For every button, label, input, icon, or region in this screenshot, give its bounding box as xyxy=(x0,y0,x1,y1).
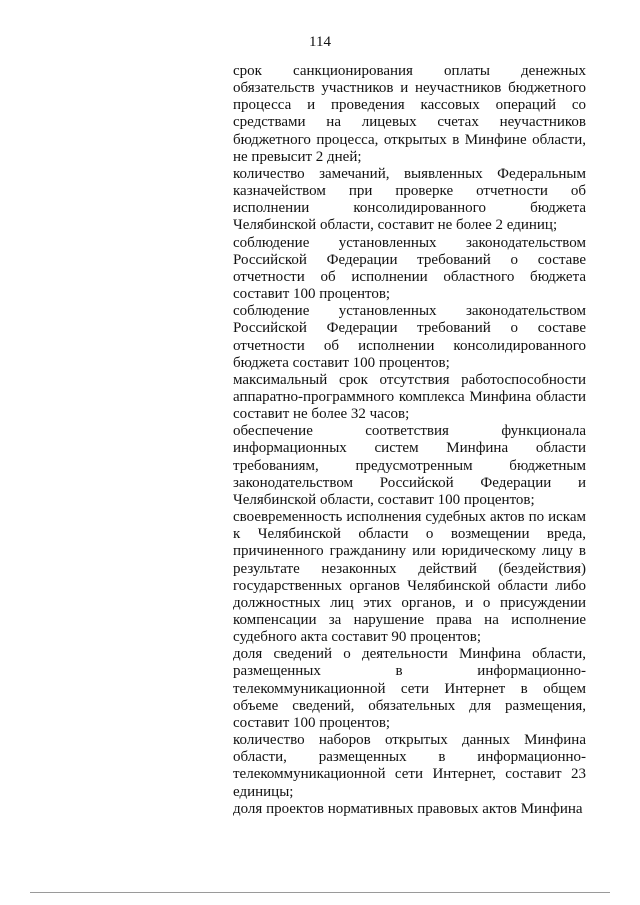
document-body xyxy=(233,63,586,818)
page-bottom-rule xyxy=(30,892,610,893)
paragraph-treasury-remarks-count: количество замечаний, выявленных Федеральным казначейством при проверке отчетности об исполнении консолидированного бюджета Челябинской области, составит не более 2 единиц; xyxy=(233,165,586,234)
paragraph-regional-budget-reporting-compliance: соблюдение установленных законодательством Российской Федерации требований о составе отчетности об исполнении областного бюджета составит 100 процентов; xyxy=(233,234,586,303)
paragraph-payment-authorization-term: срок санкционирования оплаты денежных обязательств участников и неучастников бюджетного процесса и проведения кассовых операций со средствами на лицевых счетах неучастников бюджетного процесса, открытых в Минфине области, не превысит 2 дней; xyxy=(233,63,586,165)
paragraph-open-data-sets-count: количество наборов открытых данных Минфина области, размещенных в информационно-телекоммуникационной сети Интернет, составит 23 единицы; xyxy=(233,732,586,800)
paragraph-published-information-share: доля сведений о деятельности Минфина области, размещенных в информационно-телекоммуникационной сети Интернет в общем объеме сведений, обязательных для размещения, составит 100 процентов; xyxy=(233,646,586,731)
page-number: 114 xyxy=(309,34,331,50)
paragraph-information-systems-compliance: обеспечение соответствия функционала информационных систем Минфина области требованиям, предусмотренным бюджетным законодательством Российской Федерации и Челябинской области, составит 100 процентов; xyxy=(233,423,586,508)
paragraph-hardware-downtime: максимальный срок отсутствия работоспособности аппаратно-программного комплекса Минфина области составит не более 32 часов; xyxy=(233,371,586,423)
paragraph-court-acts-timeliness: своевременность исполнения судебных актов по искам к Челябинской области о возмещении вреда, причиненного гражданину или юридическому лицу в результате незаконных действий (бездействия) государственных органов Челябинской области либо должностных лиц этих органов, и о присуждении компенсации за нарушение права на исполнение судебного акта составит 90 процентов; xyxy=(233,509,586,646)
paragraph-consolidated-budget-reporting-compliance: соблюдение установленных законодательством Российской Федерации требований о составе отчетности об исполнении консолидированного бюджета составит 100 процентов; xyxy=(233,303,586,371)
paragraph-draft-acts-share: доля проектов нормативных правовых актов Минфина xyxy=(233,800,583,817)
